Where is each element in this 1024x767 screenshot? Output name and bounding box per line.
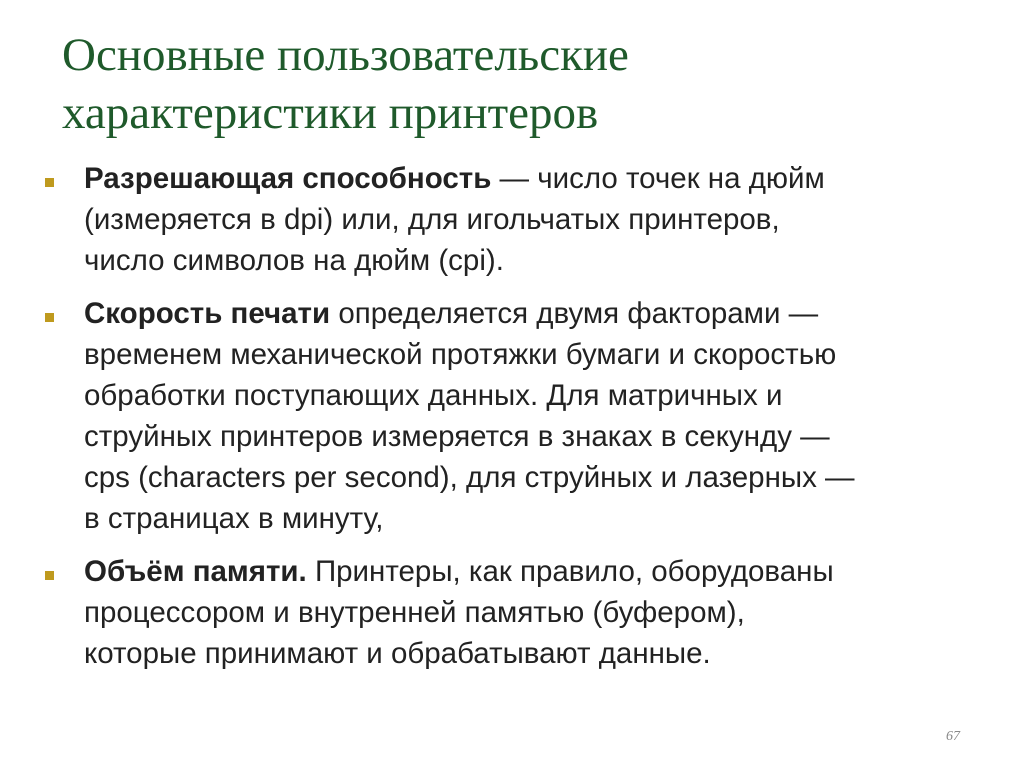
bullet-line-rest: — число точек на дюйм: [491, 162, 825, 195]
bullet-line: (измеряется в dpi) или, для игольчатых принтеров,: [84, 203, 780, 236]
bullet-list: [84, 158, 989, 686]
square-bullet-icon: [45, 571, 54, 580]
bullet-text: [84, 293, 989, 539]
bullet-term: Объём памяти.: [84, 555, 307, 588]
bullet-line: [84, 158, 989, 199]
bullet-line: струйных принтеров измеряется в знаках в секунду —: [84, 420, 830, 453]
bullet-print-speed: [84, 293, 989, 539]
bullet-line: процессором и внутренней памятью (буфером),: [84, 596, 745, 629]
slide-title-line-2: характеристики принтеров: [62, 87, 599, 139]
bullet-memory-size: [84, 551, 989, 674]
bullet-term: Разрешающая способность: [84, 162, 492, 195]
bullet-line: [84, 551, 989, 592]
bullet-line: обработки поступающих данных. Для матричных и: [84, 379, 783, 412]
bullet-text: [84, 551, 989, 674]
bullet-line: число символов на дюйм (cpi).: [84, 244, 504, 277]
square-bullet-icon: [45, 178, 54, 187]
bullet-line: [84, 293, 989, 334]
bullet-resolution: [84, 158, 989, 281]
bullet-line: в страницах в минуту,: [84, 502, 384, 535]
bullet-text: [84, 158, 989, 281]
bullet-line-rest: Принтеры, как правило, оборудованы: [306, 555, 834, 588]
slide-title: [62, 26, 962, 142]
slide-title-line-1: Основные пользовательские: [62, 29, 629, 81]
square-bullet-icon: [45, 313, 54, 322]
bullet-line: временем механической протяжки бумаги и скоростью: [84, 338, 837, 371]
bullet-line: cps (characters per second), для струйных и лазерных —: [84, 461, 855, 494]
bullet-term: Скорость печати: [84, 297, 331, 330]
bullet-line-rest: определяется двумя факторами —: [330, 297, 819, 330]
bullet-line: которые принимают и обрабатывают данные.: [84, 637, 711, 670]
page-number: 67: [946, 729, 960, 744]
